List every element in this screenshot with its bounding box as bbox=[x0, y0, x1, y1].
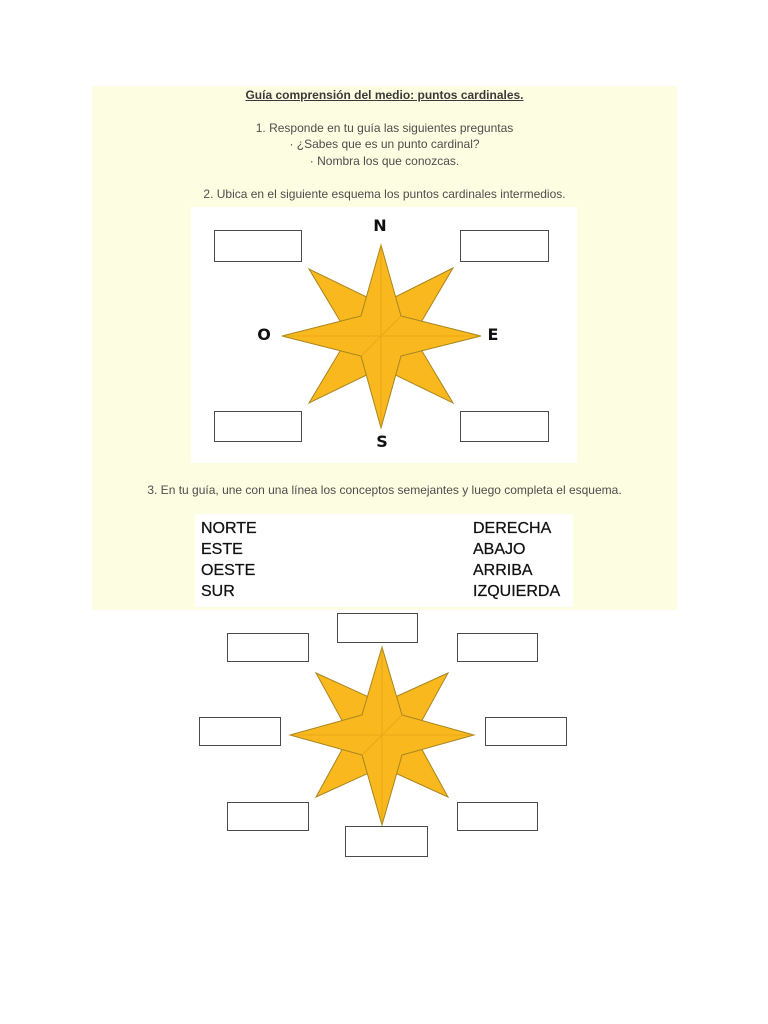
answer-box-west bbox=[199, 717, 281, 746]
answer-box-north bbox=[337, 613, 418, 643]
list-item: ARRIBA bbox=[473, 562, 533, 579]
list-item: ABAJO bbox=[473, 541, 526, 558]
answer-box-northeast bbox=[457, 633, 538, 662]
question-2-heading: 2. Ubica en el siguiente esquema los puntos cardinales intermedios. bbox=[203, 187, 566, 201]
answer-box-southeast bbox=[460, 411, 549, 442]
list-item: IZQUIERDA bbox=[473, 583, 561, 600]
west-label: O bbox=[257, 325, 271, 344]
list-item: ESTE bbox=[201, 541, 243, 558]
list-item: DERECHA bbox=[473, 520, 552, 537]
south-label: S bbox=[376, 432, 388, 451]
answer-box-east bbox=[485, 717, 567, 746]
north-label: N bbox=[373, 216, 387, 235]
direction-terms-list bbox=[473, 518, 560, 602]
answer-box-southeast bbox=[457, 802, 538, 831]
cardinal-terms-list bbox=[201, 518, 257, 602]
question-3-heading: 3. En tu guía, une con una línea los conceptos semejantes y luego completa el esquema. bbox=[147, 483, 622, 497]
answer-box-southwest bbox=[214, 411, 302, 442]
answer-box-northwest bbox=[214, 230, 302, 262]
answer-box-northwest bbox=[227, 633, 309, 662]
east-label: E bbox=[487, 325, 499, 344]
answer-box-northeast bbox=[460, 230, 549, 262]
question-1-heading: 1. Responde en tu guía las siguientes preguntas bbox=[255, 121, 514, 135]
question-1-item: · Nombra los que conozcas. bbox=[309, 154, 460, 168]
question-1-item: · ¿Sabes que es un punto cardinal? bbox=[289, 137, 480, 151]
answer-box-southwest bbox=[227, 802, 309, 831]
list-item: NORTE bbox=[201, 520, 257, 537]
worksheet-title: Guía comprensión del medio: puntos cardinales. bbox=[245, 88, 524, 102]
list-item: SUR bbox=[201, 583, 235, 600]
list-item: OESTE bbox=[201, 562, 256, 579]
answer-box-south bbox=[345, 826, 428, 857]
